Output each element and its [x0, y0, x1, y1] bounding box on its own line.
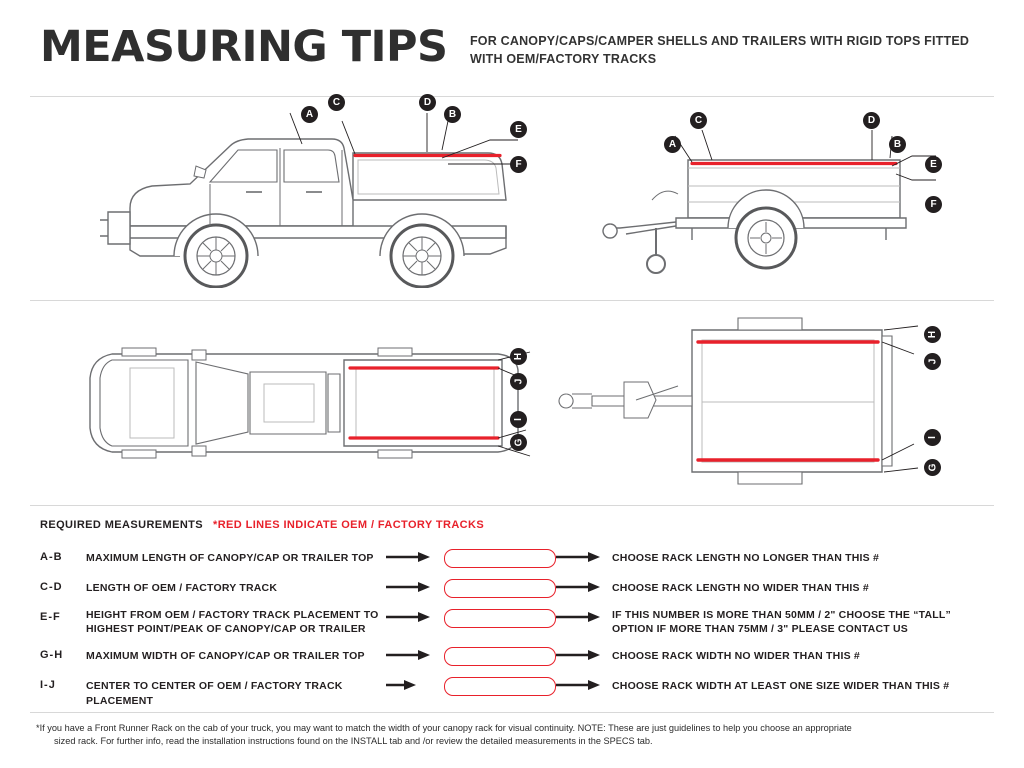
- arrow-icon: [556, 646, 612, 660]
- row-result: CHOOSE RACK WIDTH AT LEAST ONE SIZE WIDER THAN THIS #: [612, 680, 950, 693]
- callout-trailer-side-a: A: [664, 136, 681, 153]
- divider-mid-upper: [30, 300, 994, 301]
- measurement-input-ij[interactable]: [444, 677, 556, 696]
- callout-truck-top-h: H: [510, 348, 527, 365]
- callout-trailer-side-e: E: [925, 156, 942, 173]
- trailer-top-view-illustration: [552, 312, 932, 492]
- required-measurements-label: REQUIRED MEASUREMENTS: [40, 519, 204, 531]
- callout-truck-side-c: C: [328, 94, 345, 111]
- callout-truck-side-d: D: [419, 94, 436, 111]
- callout-trailer-top-i: I: [924, 429, 941, 446]
- table-row: [40, 608, 984, 636]
- arrow-icon: [556, 548, 612, 562]
- divider-top: [30, 96, 994, 97]
- row-result: CHOOSE RACK LENGTH NO LONGER THAN THIS #: [612, 552, 880, 564]
- divider-mid-lower: [30, 505, 994, 506]
- table-row: [40, 676, 984, 707]
- row-result: CHOOSE RACK LENGTH NO WIDER THAN THIS #: [612, 582, 869, 594]
- callout-truck-side-b: B: [444, 106, 461, 123]
- table-row: [40, 548, 984, 568]
- row-result: IF THIS NUMBER IS MORE THAN 50MM / 2" CHOOSE THE “TALL” OPTION IF MORE THAN 75MM / 3" PLEASE CONTACT US: [612, 609, 951, 636]
- row-description: CENTER TO CENTER OF OEM / FACTORY TRACK PLACEMENT: [86, 680, 343, 707]
- red-lines-note: *RED LINES INDICATE OEM / FACTORY TRACKS: [213, 519, 485, 531]
- measurement-input-ef[interactable]: [444, 609, 556, 628]
- callout-trailer-top-j: J: [924, 353, 941, 370]
- truck-side-view-illustration: [70, 108, 540, 288]
- row-result: CHOOSE RACK WIDTH NO WIDER THAN THIS #: [612, 650, 860, 663]
- arrow-icon: [386, 608, 444, 622]
- callout-trailer-side-f: F: [925, 196, 942, 213]
- row-description: MAXIMUM WIDTH OF CANOPY/CAP OR TRAILER TOP: [86, 650, 365, 663]
- callout-truck-side-a: A: [301, 106, 318, 123]
- row-description: LENGTH OF OEM / FACTORY TRACK: [86, 582, 278, 594]
- arrow-icon: [386, 676, 444, 690]
- callout-truck-top-g: G: [510, 434, 527, 451]
- footnote-line-1: *If you have a Front Runner Rack on the cab of your truck, you may want to match the width of your canopy rack for visual continuity. NOTE: These are just guidelines to help you choose an appropriate: [36, 723, 852, 733]
- required-measurements-heading: [40, 519, 484, 531]
- row-code: I-J: [40, 679, 56, 692]
- trailer-side-view-illustration: [600, 130, 960, 290]
- row-code: G-H: [40, 649, 64, 662]
- arrow-icon: [386, 548, 444, 562]
- arrow-icon: [556, 608, 612, 622]
- truck-top-view-illustration: [78, 312, 538, 492]
- callout-truck-side-e: E: [510, 121, 527, 138]
- callout-truck-side-f: F: [510, 156, 527, 173]
- arrow-icon: [386, 578, 444, 592]
- callout-trailer-side-d: D: [863, 112, 880, 129]
- row-code: E-F: [40, 611, 61, 623]
- page-subtitle: FOR CANOPY/CAPS/CAMPER SHELLS AND TRAILERS WITH RIGID TOPS FITTED WITH OEM/FACTORY TRACKS: [469, 34, 970, 67]
- callout-truck-top-i: I: [510, 411, 527, 428]
- measurement-input-ab[interactable]: [444, 549, 556, 568]
- table-row: [40, 646, 984, 666]
- row-code: A-B: [40, 551, 63, 563]
- footnote: [36, 722, 986, 749]
- arrow-icon: [386, 646, 444, 660]
- callout-trailer-top-h: H: [924, 326, 941, 343]
- measurement-input-gh[interactable]: [444, 647, 556, 666]
- callout-truck-top-j: J: [510, 373, 527, 390]
- header: [40, 22, 990, 72]
- callout-trailer-side-b: B: [889, 136, 906, 153]
- row-description: HEIGHT FROM OEM / FACTORY TRACK PLACEMENT TO HIGHEST POINT/PEAK OF CANOPY/CAP OR TRAILER: [86, 609, 379, 636]
- measurement-input-cd[interactable]: [444, 579, 556, 598]
- callout-trailer-side-c: C: [690, 112, 707, 129]
- arrow-icon: [556, 578, 612, 592]
- callout-trailer-top-g: G: [924, 459, 941, 476]
- row-description: MAXIMUM LENGTH OF CANOPY/CAP OR TRAILER TOP: [86, 552, 374, 564]
- arrow-icon: [556, 676, 612, 690]
- row-code: C-D: [40, 581, 63, 593]
- footnote-line-2: sized rack. For further info, read the installation instructions found on the INSTALL tab and /or review the detailed measurements in the SPECS tab.: [54, 736, 653, 747]
- page-title: MEASURING TIPS: [40, 22, 448, 72]
- table-row: [40, 578, 984, 598]
- measurements-table: [40, 548, 984, 718]
